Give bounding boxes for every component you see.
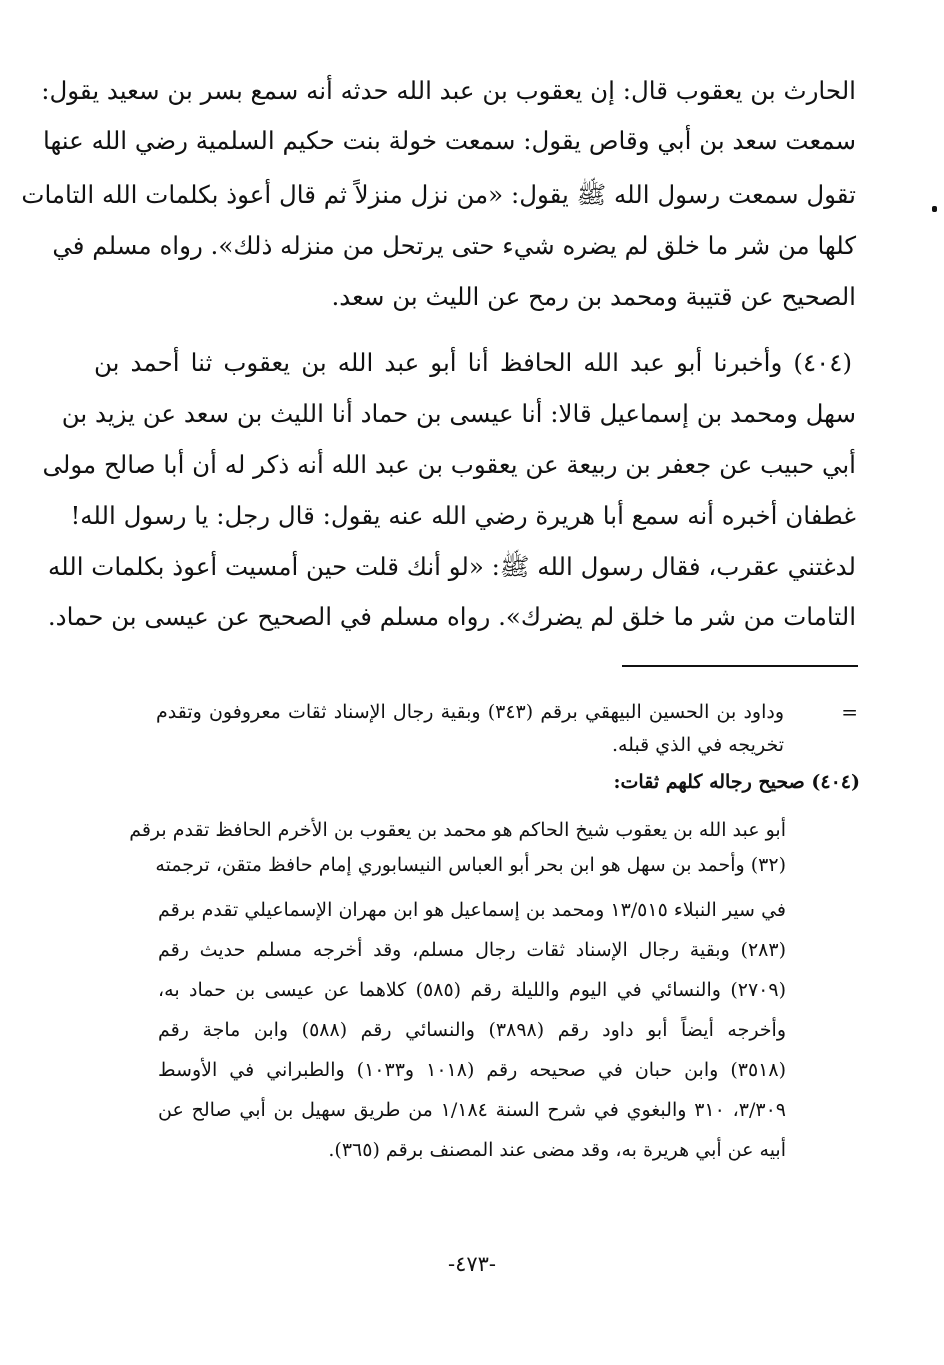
footnote-line: وداود بن الحسين البيهقي برقم (٣٤٣) وبقية رجال الإسناد ثقات معروفون وتقدم [156, 701, 784, 723]
footnote-line: (٢٧٠٩) والنسائي في اليوم والليلة رقم (٥٨٥) كلاهما عن عيسى بن حماد به، [158, 979, 786, 1001]
footnote-continuation-mark: = [841, 700, 858, 724]
main-text-line: الصحيح عن قتيبة ومحمد بن رمح عن الليث بن سعد. [331, 282, 856, 311]
footnote-line: ٣/٣٠٩، ٣١٠ والبغوي في شرح السنة ١/١٨٤ من طريق سهيل بن أبي صالح عن [158, 1099, 787, 1121]
main-text-line: غطفان أخبره أنه سمع أبا هريرة رضي الله عنه يقول: قال رجل: يا رسول الله! [70, 501, 856, 530]
main-text-line: سمعت سعد بن أبي وقاص يقول: سمعت خولة بنت حكيم السلمية رضي الله عنها [43, 126, 856, 155]
page-number: -٤٧٣- [447, 1252, 497, 1276]
footnote-line: أبيه عن أبي هريرة به، وقد مضى عند المصنف برقم (٣٦٥). [328, 1139, 786, 1161]
footnote-line: وأخرجه أيضاً أبو داود رقم (٣٨٩٨) والنسائي رقم (٥٨٨) وابن ماجة رقم [158, 1019, 787, 1041]
main-text-line: تقول سمعت رسول الله ﷺ يقول: «من نزل منزلاً ثم قال أعوذ بكلمات الله التامات [21, 180, 856, 209]
footnote-heading: (٤٠٤) صحيح رجاله كلهم ثقات: [613, 771, 860, 793]
footnote-separator [622, 665, 858, 667]
footnote-line: (٣٥١٨) وابن حبان في صحيحه رقم (١٠١٨ و١٠٣٣) والطبراني في الأوسط [158, 1059, 786, 1081]
margin-dot [932, 206, 937, 212]
main-text-line: لدغتني عقرب، فقال رسول الله ﷺ: «لو أنك قلت حين أمسيت أعوذ بكلمات الله [48, 552, 856, 581]
footnote-line: (٢٨٣) وبقية رجال الإسناد ثقات رجال مسلم، وقد أخرجه مسلم حديث رقم [158, 939, 786, 961]
main-text-line: الحارث بن يعقوب قال: إن يعقوب بن عبد الله حدثه أنه سمع بسر بن سعيد يقول: [41, 76, 856, 105]
footnote-line: أبو عبد الله بن يعقوب شيخ الحاكم هو محمد بن يعقوب بن الأخرم الحافظ تقدم برقم [129, 819, 786, 841]
main-text-line: التامات من شر ما خلق لم يضرك». رواه مسلم في الصحيح عن عيسى بن حماد. [47, 602, 856, 631]
main-text-line: (٤٠٤) وأخبرنا أبو عبد الله الحافظ أنا أبو عبد الله بن يعقوب ثنا أحمد بن [94, 348, 852, 377]
footnote-line: (٣٢) وأحمد بن سهل هو ابن بحر أبو العباس النيسابوري إمام حافظ متقن، ترجمته [155, 854, 786, 876]
footnote-line: تخريجه في الذي قبله. [611, 734, 784, 756]
main-text-line: كلها من شر ما خلق لم يضره شيء حتى يرتحل من منزله ذلك». رواه مسلم في [52, 231, 856, 260]
footnote-line: في سير النبلاء ١٣/٥١٥ ومحمد بن إسماعيل هو ابن مهران الإسماعيلي تقدم برقم [158, 899, 786, 921]
main-text-line: أبي حبيب عن جعفر بن ربيعة عن يعقوب بن عبد الله أنه ذكر له أن أبا صالح مولى [42, 450, 856, 479]
main-text-line: سهل ومحمد بن إسماعيل قالا: أنا عيسى بن حماد أنا الليث بن سعد عن يزيد بن [61, 399, 856, 428]
